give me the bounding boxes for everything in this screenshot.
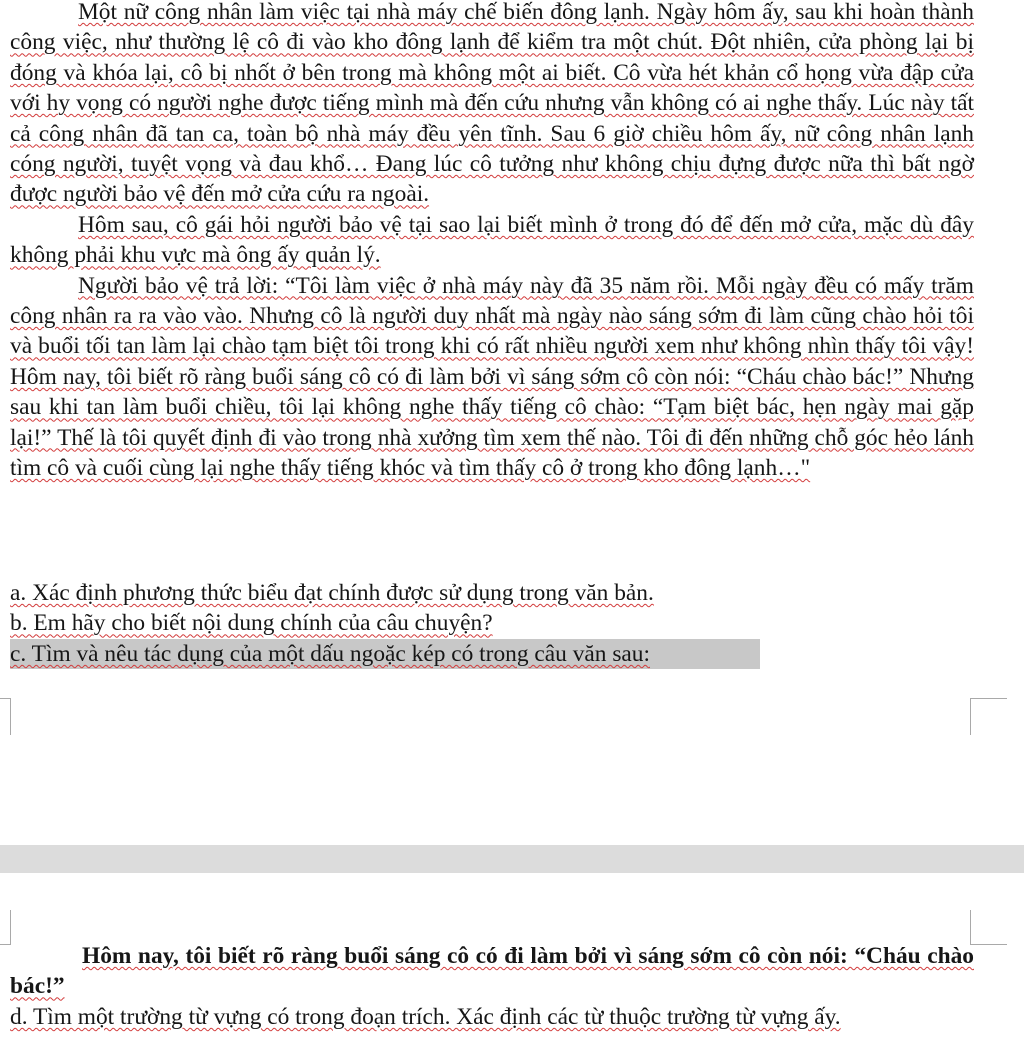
question-c-selected[interactable]: c. Tìm và nêu tác dụng của một dấu ngoặc kép có trong câu văn sau: [10,639,760,669]
story-paragraph-3[interactable]: Người bảo vệ trả lời: “Tôi làm việc ở nhà máy này đã 35 năm rồi. Mỗi ngày đều có mấy trăm công nhân ra ra vào vào. Nhưng cô là người duy nhất mà ngày nào sáng sớm đi làm cũng chào hỏi tôi và buổi tối tan làm lại chào tạm biệt tôi trong khi có rất nhiều người xem như không nhìn thấy tôi vậy! Hôm nay, tôi biết rõ ràng buổi sáng cô có đi làm bởi vì sáng sớm cô còn nói: “Cháu chào bác!” Nhưng sau khi tan làm buổi chiều, tôi lại không nghe thấy tiếng cô chào: “Tạm biệt bác, hẹn ngày mai gặp lại!” Thế là tôi quyết định đi vào trong nhà xưởng tìm xem thế nào. Tôi đi đến những chỗ góc hẻo lánh tìm cô và cuối cùng lại nghe thấy tiếng khóc và tìm thấy cô ở trong kho đông lạnh…" [10,272,974,482]
question-d[interactable]: d. Tìm một trường từ vựng có trong đoạn trích. Xác định các từ thuộc trường từ vựng ấy. [10,1003,841,1030]
page-separator [0,845,1024,873]
story-paragraph-1[interactable]: Một nữ công nhân làm việc tại nhà máy chế biến đông lạnh. Ngày hôm ấy, sau khi hoàn thành công việc, như thường lệ cô đi vào kho đông lạnh để kiểm tra một chút. Đột nhiên, cửa phòng lại bị đóng và khóa lại, cô bị nhốt ở bên trong mà không một ai biết. Cô vừa hét khản cổ họng vừa đập cửa với hy vọng có người nghe được tiếng mình mà đến cứu nhưng vẫn không có ai nghe thấy. Lúc này tất cả công nhân đã tan ca, toàn bộ nhà máy đều yên tĩnh. Sau 6 giờ chiều hôm ấy, nữ công nhân lạnh cóng người, tuyệt vọng và đau khổ… Đang lúc cô tưởng như không chịu đựng được nữa thì bất ngờ được người bảo vệ đến mở cửa cứu ra ngoài. [10,0,974,208]
question-b[interactable]: b. Em hãy cho biết nội dung chính của câu chuyện? [10,610,493,637]
question-a[interactable]: a. Xác định phương thức biểu đạt chính được sử dụng trong văn bản. [10,580,654,606]
story-text[interactable] [10,0,974,484]
page-corner-mark-right [970,698,1007,735]
story-paragraph-2[interactable]: Hôm sau, cô gái hỏi người bảo vệ tại sao lại biết mình ở trong đó để đến mở cửa, mặc dù đây không phải khu vực mà ông ấy quản lý. [10,211,974,269]
page-2-text[interactable] [10,941,974,1032]
page-corner-mark-left-2 [0,910,11,945]
page-corner-mark-left [0,698,11,735]
question-list [10,578,974,669]
page-corner-mark-right-2 [970,910,1007,945]
quoted-sentence[interactable]: Hôm nay, tôi biết rõ ràng buổi sáng cô có đi làm bởi vì sáng sớm cô còn nói: “Cháu chào bác!” [10,943,974,1000]
